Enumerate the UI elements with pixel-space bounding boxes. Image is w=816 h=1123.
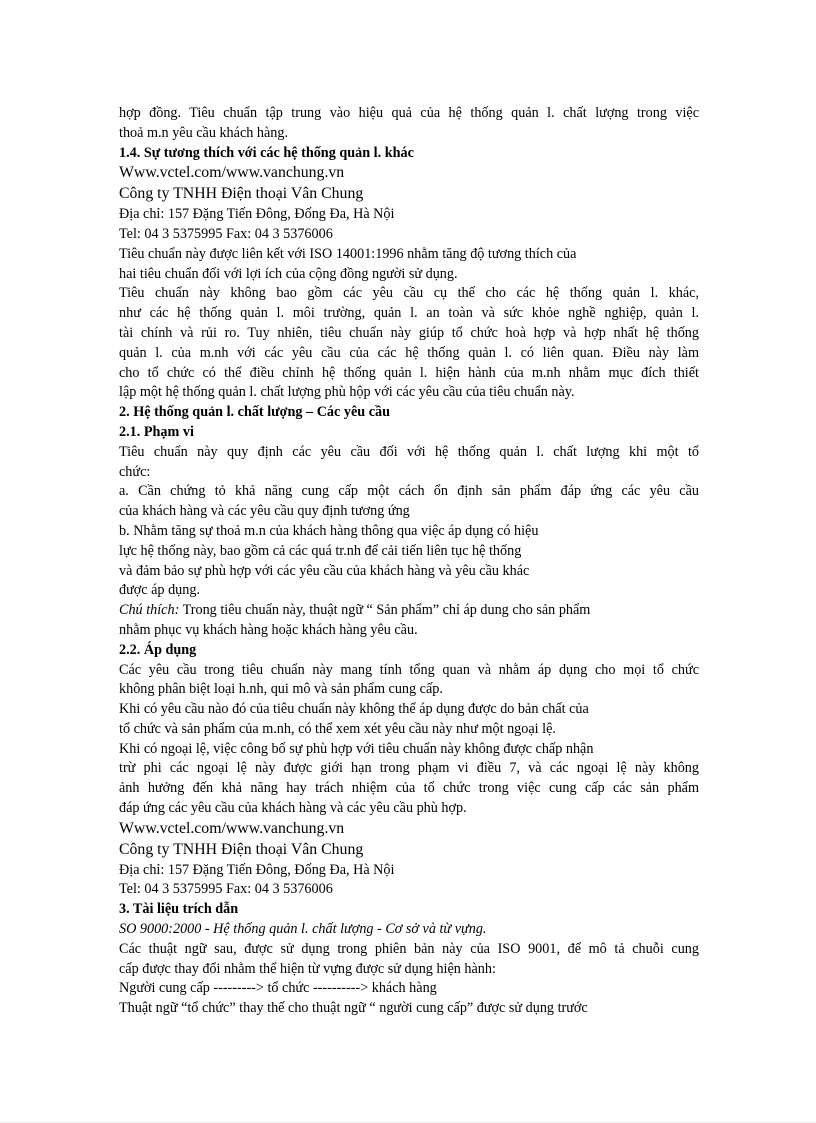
body-line: Tiêu chuẩn này được liên kết với ISO 14001:1996 nhằm tăng độ tương thích của [119,245,577,262]
body-line: đáp ứng các yêu cầu của khách hàng và các yêu cầu phù hợp. [119,800,467,817]
body-line: Các thuật ngữ sau, được sử dụng trong phiên bản này của ISO 9001, để mô tả chuỗi cung [119,940,699,957]
reference-line: SO 9000:2000 - Hệ thống quản l. chất lượng - Cơ sở và từ vựng. [119,921,487,938]
body-line: của khách hàng và các yêu cầu quy định tương ứng [119,503,410,520]
address-line: Địa chỉ: 157 Đặng Tiến Đông, Đống Đa, Hà Nội [119,861,395,878]
list-item-b: b. Nhằm tăng sự thoả m.n của khách hàng thông qua việc áp dụng có hiệu [119,522,539,539]
body-line: Tiêu chuẩn này quy định các yêu cầu đối với hệ thống quản l. chất lượng khi một tổ [119,443,699,460]
body-line: hai tiêu chuẩn đối với lợi ích của cộng đồng người sử dụng. [119,265,458,282]
phone-fax-line: Tel: 04 3 5375995 Fax: 04 3 5376006 [119,225,333,242]
body-line: nhằm phục vụ khách hàng hoặc khách hàng yêu cầu. [119,621,418,638]
body-line: được áp dụng. [119,582,200,599]
body-line: trừ phi các ngoại lệ này được giới hạn trong phạm vi điều 7, và các ngoại lệ này không [119,760,699,777]
body-line: ảnh hưởng đến khả năng hay trách nhiệm của tổ chức trong việc cung cấp các sản phẩm [119,780,699,797]
list-item-a: a. Cần chứng tỏ khả năng cung cấp một cách ổn định sản phẩm đáp ứng các yêu cầu [119,483,699,500]
company-name-line: Công ty TNHH Điện thoại Vân Chung [119,840,364,858]
body-line: tổ chức và sản phẩm của m.nh, có thể xem xét yêu cầu này như một ngoại lệ. [119,720,556,737]
body-line: tài chính và rủi ro. Tuy nhiên, tiêu chuẩn này giúp tổ chức hoà hợp và hợp nhất hệ thống [119,324,699,341]
body-line: Khi có ngoại lệ, việc công bố sự phù hợp với tiêu chuẩn này không được chấp nhận [119,740,594,757]
body-line: Tiêu chuẩn này không bao gồm các yêu cầu cụ thể cho các hệ thống quản l. khác, [119,285,699,302]
body-line: chức: [119,463,151,480]
website-line: Www.vctel.com/www.vanchung.vn [119,164,345,182]
body-line: không phân biệt loại h.nh, qui mô và sản phẩm cung cấp. [119,681,443,698]
body-line: Khi có yêu cầu nào đó của tiêu chuẩn này không thể áp dụng được do bản chất của [119,701,589,718]
body-line: cấp được thay đổi nhằm thể hiện từ vựng được sử dụng hiện hành: [119,960,496,977]
note-label: Chú thích: [119,602,180,619]
note-text: Trong tiêu chuẩn này, thuật ngữ “ Sản phẩm” chỉ áp dung cho sản phẩm [182,602,591,619]
body-line: cho tổ chức có thể điều chỉnh hệ thống quản l. hiện hành của m.nh nhằm mục đích thiết [119,364,699,381]
supply-chain-line: Người cung cấp ---------> tổ chức ----------> khách hàng [119,980,437,997]
company-name-line: Công ty TNHH Điện thoại Vân Chung [119,185,364,203]
body-line: Thuật ngữ “tổ chức” thay thế cho thuật ngữ “ người cung cấp” được sử dụng trước [119,1000,588,1017]
section-heading: 3. Tài liệu trích dẫn [119,901,239,918]
section-heading: 1.4. Sự tương thích với các hệ thống quản l. khác [119,144,414,161]
body-line: và đảm bảo sự phù hợp với các yêu cầu của khách hàng và yêu cầu khác [119,562,530,579]
body-line: lập một hệ thống quản l. chất lượng phù hộp với các yêu cầu của tiêu chuẩn này. [119,384,575,401]
section-heading: 2.1. Phạm vi [119,423,194,440]
section-heading: 2. Hệ thống quản l. chất lượng – Các yêu cầu [119,404,390,421]
document-page [119,104,699,1019]
body-line: Các yêu cầu trong tiêu chuẩn này mang tính tổng quan và nhằm áp dụng cho mọi tổ chức [119,661,699,678]
body-line: quản l. của m.nh với các yêu cầu của các hệ thống quản l. có liên quan. Điều này làm [119,344,699,361]
website-line: Www.vctel.com/www.vanchung.vn [119,819,345,837]
body-line: như các hệ thống quản l. môi trường, quản l. an toàn và sức khỏe nghề nghiệp, quản l. [119,305,699,322]
address-line: Địa chỉ: 157 Đặng Tiến Đông, Đống Đa, Hà Nội [119,206,395,223]
section-heading: 2.2. Áp dụng [119,641,197,658]
phone-fax-line: Tel: 04 3 5375995 Fax: 04 3 5376006 [119,881,333,898]
body-line: hợp đồng. Tiêu chuẩn tập trung vào hiệu quả của hệ thống quản l. chất lượng trong việc [119,105,699,121]
body-line: lực hệ thống này, bao gồm cả các quá tr.nh để cải tiến liên tục hệ thống [119,542,522,559]
body-line: thoả m.n yêu cầu khách hàng. [119,124,289,141]
note-line [119,601,699,621]
